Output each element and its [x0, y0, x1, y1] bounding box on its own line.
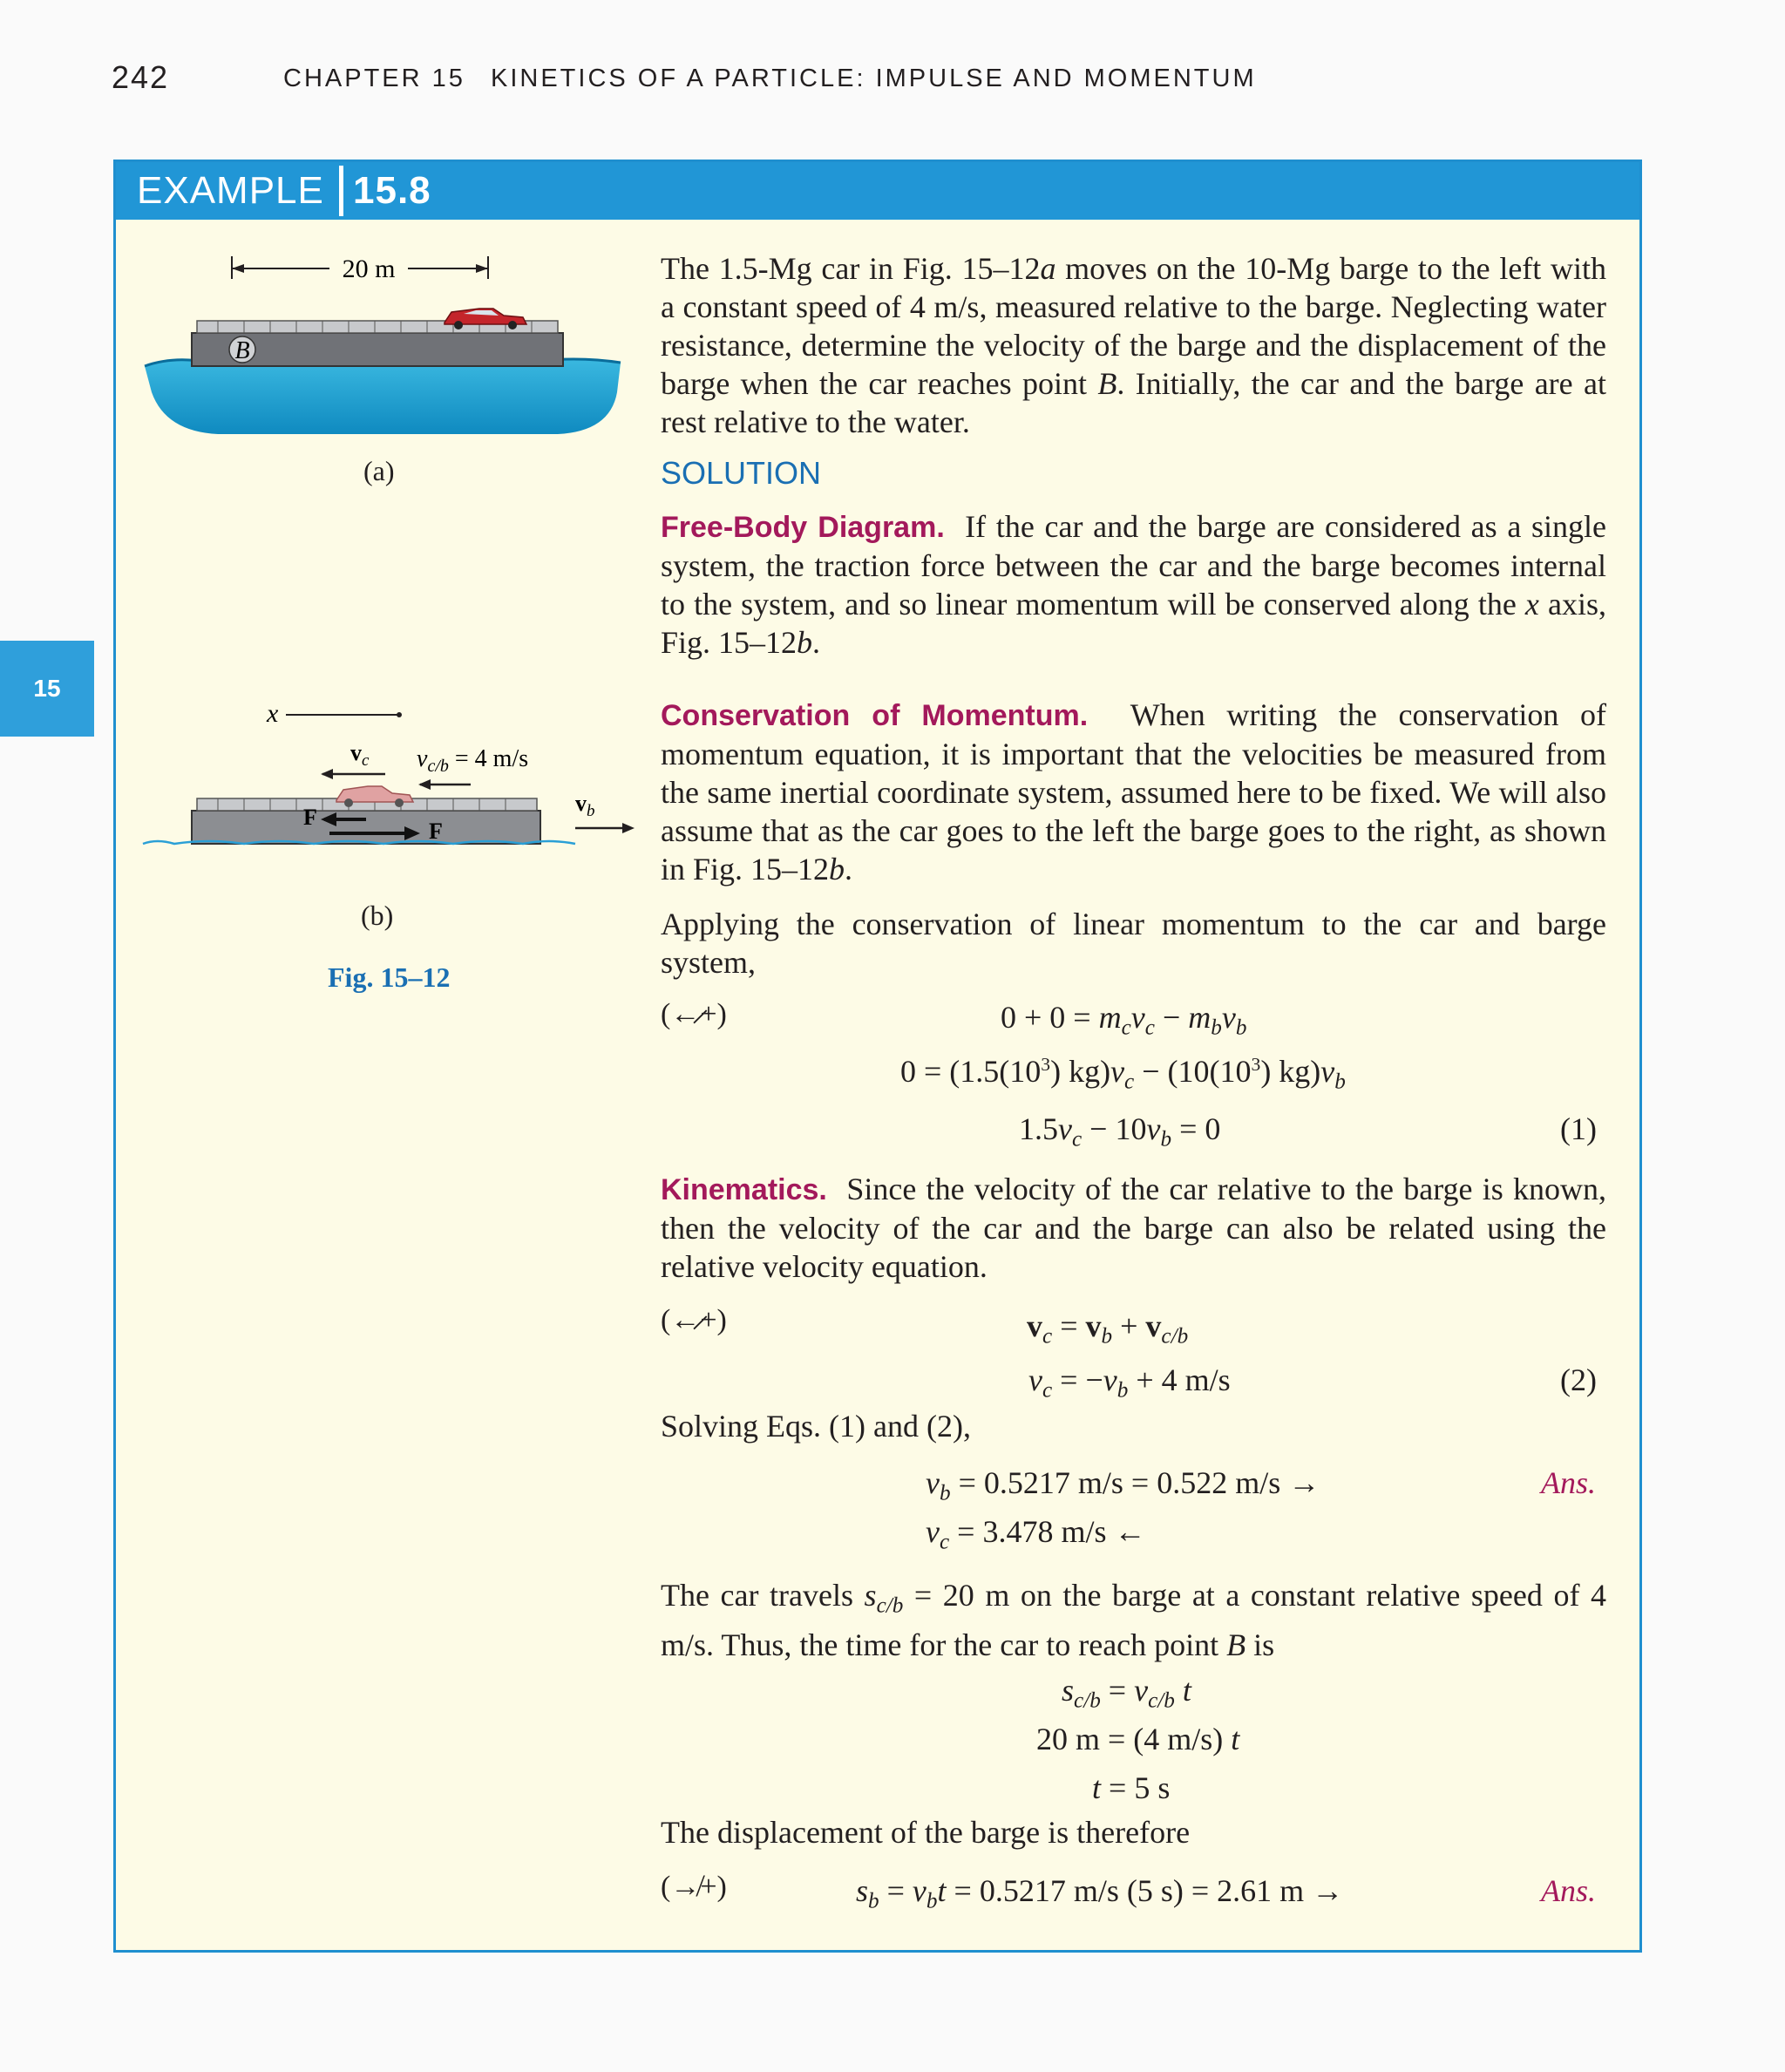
kinematics-heading: Kinematics. — [661, 1173, 827, 1206]
dimension-label: 20 m — [342, 255, 396, 283]
point-b-label: B — [234, 337, 250, 364]
sign-convention-3: (↛+) — [661, 1871, 727, 1903]
final-equation: $s_b = v_bt = 0.5217$ m/s (5 s) = 2.61 m → — [856, 1873, 1344, 1913]
equation-tag-1: (1) — [1560, 1111, 1597, 1146]
force-label-left: F — [303, 805, 317, 830]
barge-hull-b — [192, 811, 540, 844]
answer-marker-1: Ans. — [1541, 1465, 1596, 1500]
chapter-title: KINETICS OF A PARTICLE: IMPULSE AND MOMENTUM — [491, 65, 1257, 92]
equation-2b: $v_c = -v_b + 4$ m/s — [1028, 1362, 1231, 1403]
sign-convention-1: (←̷+) — [661, 998, 727, 1030]
vb-label: $v_b$ — [575, 791, 595, 820]
equation-1b: $0 = (1.5(10^3) kg)v_c - (10(10^3)$ $kg)v_b$ — [900, 1054, 1346, 1094]
water — [145, 359, 621, 434]
solving-text: Solving Eqs. (1) and (2), — [661, 1409, 971, 1444]
equation-2a: $v_c = v_b + v_{c/b}$ — [1027, 1308, 1189, 1348]
solution-heading: SOLUTION — [661, 455, 822, 491]
example-divider — [339, 166, 343, 216]
problem-statement: The 1.5-Mg car in Fig. 15–12a moves on the 10-Mg barge to the left with a constant speed of 4 m/s, measured relative to the barge. Neglecting water resistance, determine the velocity of the barge and the displacement of the barge when the car reaches point B. Initially, the car and the barge are at rest relative to the water. — [661, 251, 1606, 439]
running-header — [0, 59, 1785, 103]
x-axis-label: x — [267, 699, 279, 728]
time-eq-2: 20 m = (4 m/s) t — [1036, 1722, 1240, 1756]
force-label-right: F — [429, 819, 443, 844]
figure-a-caption: (a) — [363, 455, 395, 486]
sign-convention-2: (←̷+) — [661, 1304, 727, 1336]
displacement-text: The displacement of the barge is therefore — [661, 1815, 1191, 1850]
com-paragraph: Conservation of Momentum. When writing the conservation of momentum equation, it is important that the velocities be measured from the same inertial coordinate system, assumed here to be fixed. We will also assume that as the car goes to the left the barge goes to the right, as shown in Fig. 15–12b. — [661, 697, 1606, 887]
answer-marker-2: Ans. — [1541, 1873, 1596, 1908]
travel-paragraph: The car travels $s_{c/b} = 20$ m on the barge at a constant relative speed of 4 m/s. Thus, the time for the car to reach point B is — [661, 1578, 1606, 1662]
fbd-heading: Free-Body Diagram. — [661, 511, 945, 544]
chapter-label: CHAPTER 15 — [283, 65, 465, 92]
result-vb: $v_b = 0.5217$ m/s = 0.522 m/s → — [926, 1465, 1320, 1505]
vcb-label: $v_{c/b} = 4$ m/s — [417, 745, 529, 776]
equation-1a: $0 + 0 = m_cv_c - m_bv_b$ — [1001, 1000, 1247, 1040]
example-number: 15.8 — [353, 169, 431, 212]
page-number: 242 — [112, 59, 170, 95]
figure-b-caption: (b) — [361, 900, 394, 931]
fbd-paragraph: Free-Body Diagram. If the car and the barge are considered as a single system, the traction force between the car and the barge becomes internal to the system, and so linear momentum will be conserved along the x axis, Fig. 15–12b. — [661, 509, 1607, 660]
time-eq-1: $s_{c/b} = v_{c/b}$ t — [1062, 1673, 1191, 1713]
example-label: EXAMPLE — [137, 169, 324, 212]
chapter-side-tab: 15 — [0, 641, 94, 737]
apply-paragraph: Applying the conservation of linear momentum to the car and barge system, — [661, 907, 1606, 980]
example-header — [116, 162, 1639, 220]
result-vc: $v_c = 3.478$ m/s ← — [926, 1514, 1146, 1554]
figure-title: Fig. 15–12 — [328, 961, 451, 993]
figure-b — [139, 689, 645, 863]
equation-1c: $1.5v_c - 10v_b = 0$ — [1019, 1111, 1221, 1151]
time-eq-3: t = 5 s — [1092, 1770, 1171, 1805]
vc-label: $v_c$ — [350, 740, 370, 770]
com-heading: Conservation of Momentum. — [661, 699, 1089, 732]
kinematics-paragraph: Kinematics. Since the velocity of the car relative to the barge is known, then the velocity of the car and the barge can also be related using the relative velocity equation. — [661, 1172, 1607, 1284]
figure-a — [139, 244, 628, 453]
equation-tag-2: (2) — [1560, 1362, 1597, 1397]
